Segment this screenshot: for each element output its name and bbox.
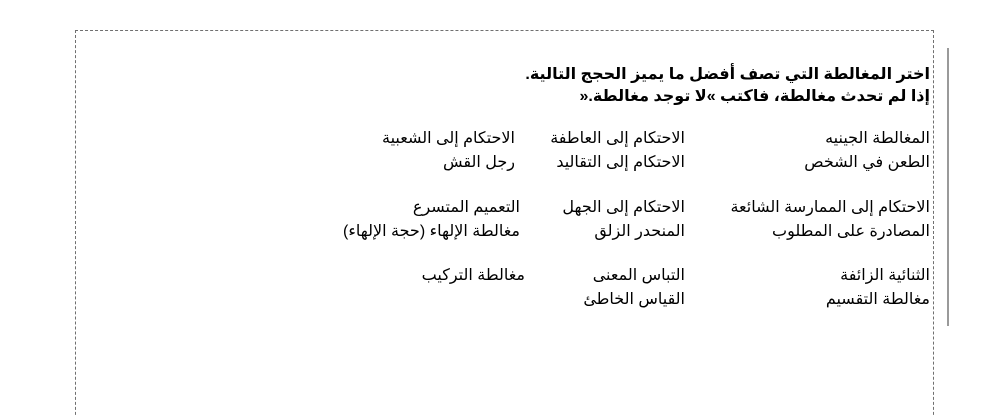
fallacy-item: الاحتكام إلى التقاليد bbox=[556, 154, 685, 171]
fallacy-item: المصادرة على المطلوب bbox=[772, 223, 930, 240]
fallacy-item: الاحتكام إلى الجهل bbox=[562, 199, 685, 216]
fallacy-item: المغالطة الجينيه bbox=[825, 130, 930, 147]
fallacy-item: الثنائية الزائفة bbox=[840, 267, 930, 284]
fallacy-item: الاحتكام إلى الممارسة الشائعة bbox=[730, 199, 930, 216]
fallacy-item: الاحتكام إلى الشعبية bbox=[382, 130, 515, 147]
margin-rule bbox=[947, 48, 949, 326]
fallacy-item: الطعن في الشخص bbox=[804, 154, 930, 171]
fallacy-item: مغالطة الإلهاء (حجة الإلهاء) bbox=[343, 223, 520, 240]
fallacy-item: المنحدر الزلق bbox=[594, 223, 685, 240]
fallacy-item: مغالطة التركيب bbox=[421, 267, 525, 284]
fallacy-item: الاحتكام إلى العاطفة bbox=[550, 130, 685, 147]
fallacy-item: القياس الخاطئ bbox=[583, 291, 685, 308]
fallacy-item: التباس المعنى bbox=[592, 267, 685, 284]
instruction-line-1: اختر المغالطة التي تصف أفضل ما يميز الحجج التالية. bbox=[525, 66, 930, 83]
fallacy-item: التعميم المتسرع bbox=[412, 199, 520, 216]
instruction-line-2: إذا لم تحدث مغالطة، فاكتب »لا توجد مغالطة.« bbox=[579, 88, 930, 105]
fallacy-item: رجل القش bbox=[443, 154, 515, 171]
fallacy-item: مغالطة التقسيم bbox=[825, 291, 930, 308]
